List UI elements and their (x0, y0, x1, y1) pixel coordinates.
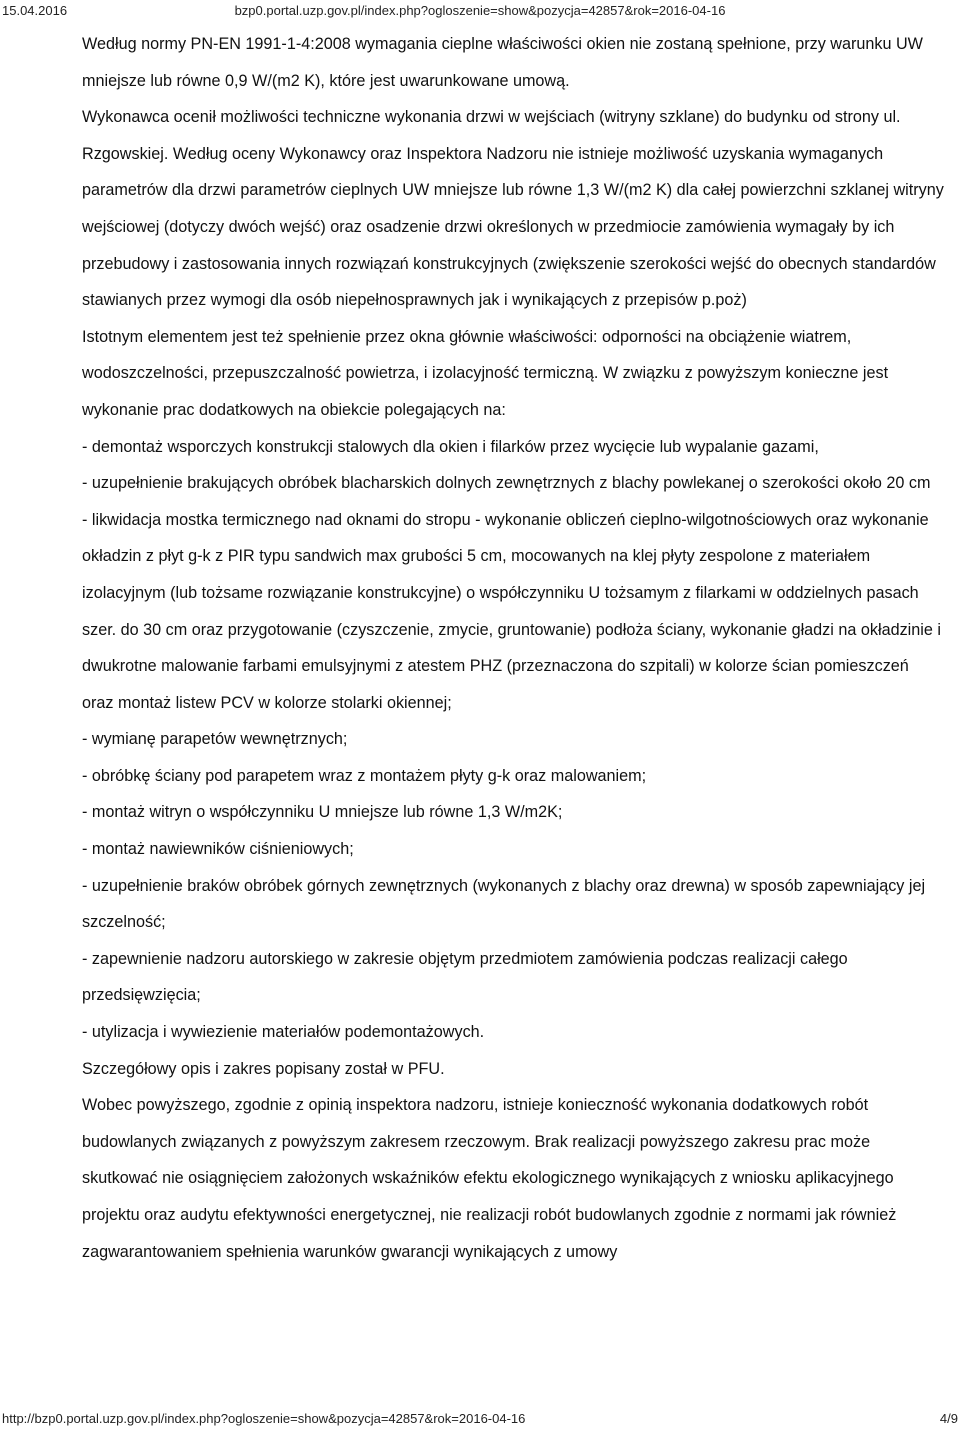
list-item: - uzupełnienie brakujących obróbek blacharskich dolnych zewnętrznych z blachy powlekanej o szerokości około 20 cm (82, 474, 931, 493)
print-header (0, 0, 960, 22)
paragraph: Wobec powyższego, zgodnie z opinią inspektora nadzoru, istnieje konieczność wykonania dodatkowych robót budowlanych związanych z powyższym zakresem rzeczowym. Brak realizacji powyższego zakresu prac może skutkować nie osiągnięciem założonych wskaźników efektu ekologicznego wynikających z wniosku aplikacyjnego projektu oraz audytu efektywności energetycznej, nie realizacji robót budowlanych zgodnie z normami jak również zagwarantowaniem spełnienia warunków gwarancji wynikających z umowy (82, 1096, 897, 1261)
print-footer (0, 1408, 960, 1430)
list-item: - zapewnienie nadzoru autorskiego w zakresie objętym przedmiotem zamówienia podczas realizacji całego przedsięwzięcia; (82, 949, 848, 1005)
list-item: - montaż witryn o współczynniku U mniejsze lub równe 1,3 W/m2K; (82, 803, 563, 822)
list-item: - montaż nawiewników ciśnieniowych; (82, 840, 354, 859)
list-item: - obróbkę ściany pod parapetem wraz z montażem płyty g-k oraz malowaniem; (82, 766, 647, 785)
document-body (82, 26, 944, 1270)
list-item: - uzupełnienie braków obróbek górnych zewnętrznych (wykonanych z blachy oraz drewna) w sposób zapewniający jej szczelność; (82, 876, 926, 932)
print-header-url[interactable]: bzp0.portal.uzp.gov.pl/index.php?ogloszenie=show&pozycja=42857&rok=2016-04-16 (234, 3, 726, 18)
print-date: 15.04.2016 (2, 3, 68, 18)
print-footer-url[interactable]: http://bzp0.portal.uzp.gov.pl/index.php?ogloszenie=show&pozycja=42857&rok=2016-04-16 (2, 1411, 526, 1426)
paragraph: Wykonawca ocenił możliwości techniczne wykonania drzwi w wejściach (witryny szklane) do budynku od strony ul. Rzgowskiej. Według oceny Wykonawcy oraz Inspektora Nadzoru nie istnieje możliwość uzyskania wymaganych parametrów dla drzwi parametrów cieplnych UW mniejsze lub równe 1,3 W/(m2 K) dla całej powierzchni szklanej witryny wejściowej (dotyczy dwóch wejść) oraz osadzenie drzwi określonych w przedmiocie zamówienia wymagały by ich przebudowy i zastosowania innych rozwiązań konstrukcyjnych (zwiększenie szerokości wejść do obecnych standardów stawianych przez wymogi dla osób niepełnosprawnych jak i wynikających z przepisów p.poż) (82, 108, 944, 310)
list-item: - likwidacja mostka termicznego nad oknami do stropu - wykonanie obliczeń cieplno-wilgotnościowych oraz wykonanie okładzin z płyt g-k z PIR typu sandwich max grubości 5 cm, mocowanych na klej płyty zespolone z materiałem izolacyjnym (lub tożsame rozwiązanie konstrukcyjne) o współczynniku U tożsamym z filarkami w oddzielnych pasach szer. do 30 cm oraz przygotowanie (czyszczenie, zmycie, gruntowanie) podłoża ściany, wykonanie gładzi na okładzinie i dwukrotne malowanie farbami emulsyjnymi z atestem PHZ (przeznaczona do szpitali) w kolorze ścian pomieszczeń oraz montaż listew PCV w kolorze stolarki okiennej; (82, 510, 941, 712)
paragraph: Szczegółowy opis i zakres popisany został w PFU. (82, 1059, 445, 1078)
paragraph: Według normy PN-EN 1991-1-4:2008 wymagania cieplne właściwości okien nie zostaną spełnione, przy warunku UW mniejsze lub równe 0,9 W/(m2 K), które jest uwarunkowane umową. (82, 35, 923, 90)
list-item: - demontaż wsporczych konstrukcji stalowych dla okien i filarków przez wycięcie lub wypalanie gazami, (82, 437, 819, 456)
paragraph: Istotnym elementem jest też spełnienie przez okna głównie właściwości: odporności na obciążenie wiatrem, wodoszczelności, przepuszczalność powietrza, i izolacyjność termiczną. W związku z powyższym konieczne jest wykonanie prac dodatkowych na obiekcie polegających na: (82, 327, 889, 419)
page-number: 4/9 (939, 1411, 958, 1426)
list-item: - wymianę parapetów wewnętrznych; (82, 730, 348, 749)
list-item: - utylizacja i wywiezienie materiałów podemontażowych. (82, 1023, 485, 1042)
